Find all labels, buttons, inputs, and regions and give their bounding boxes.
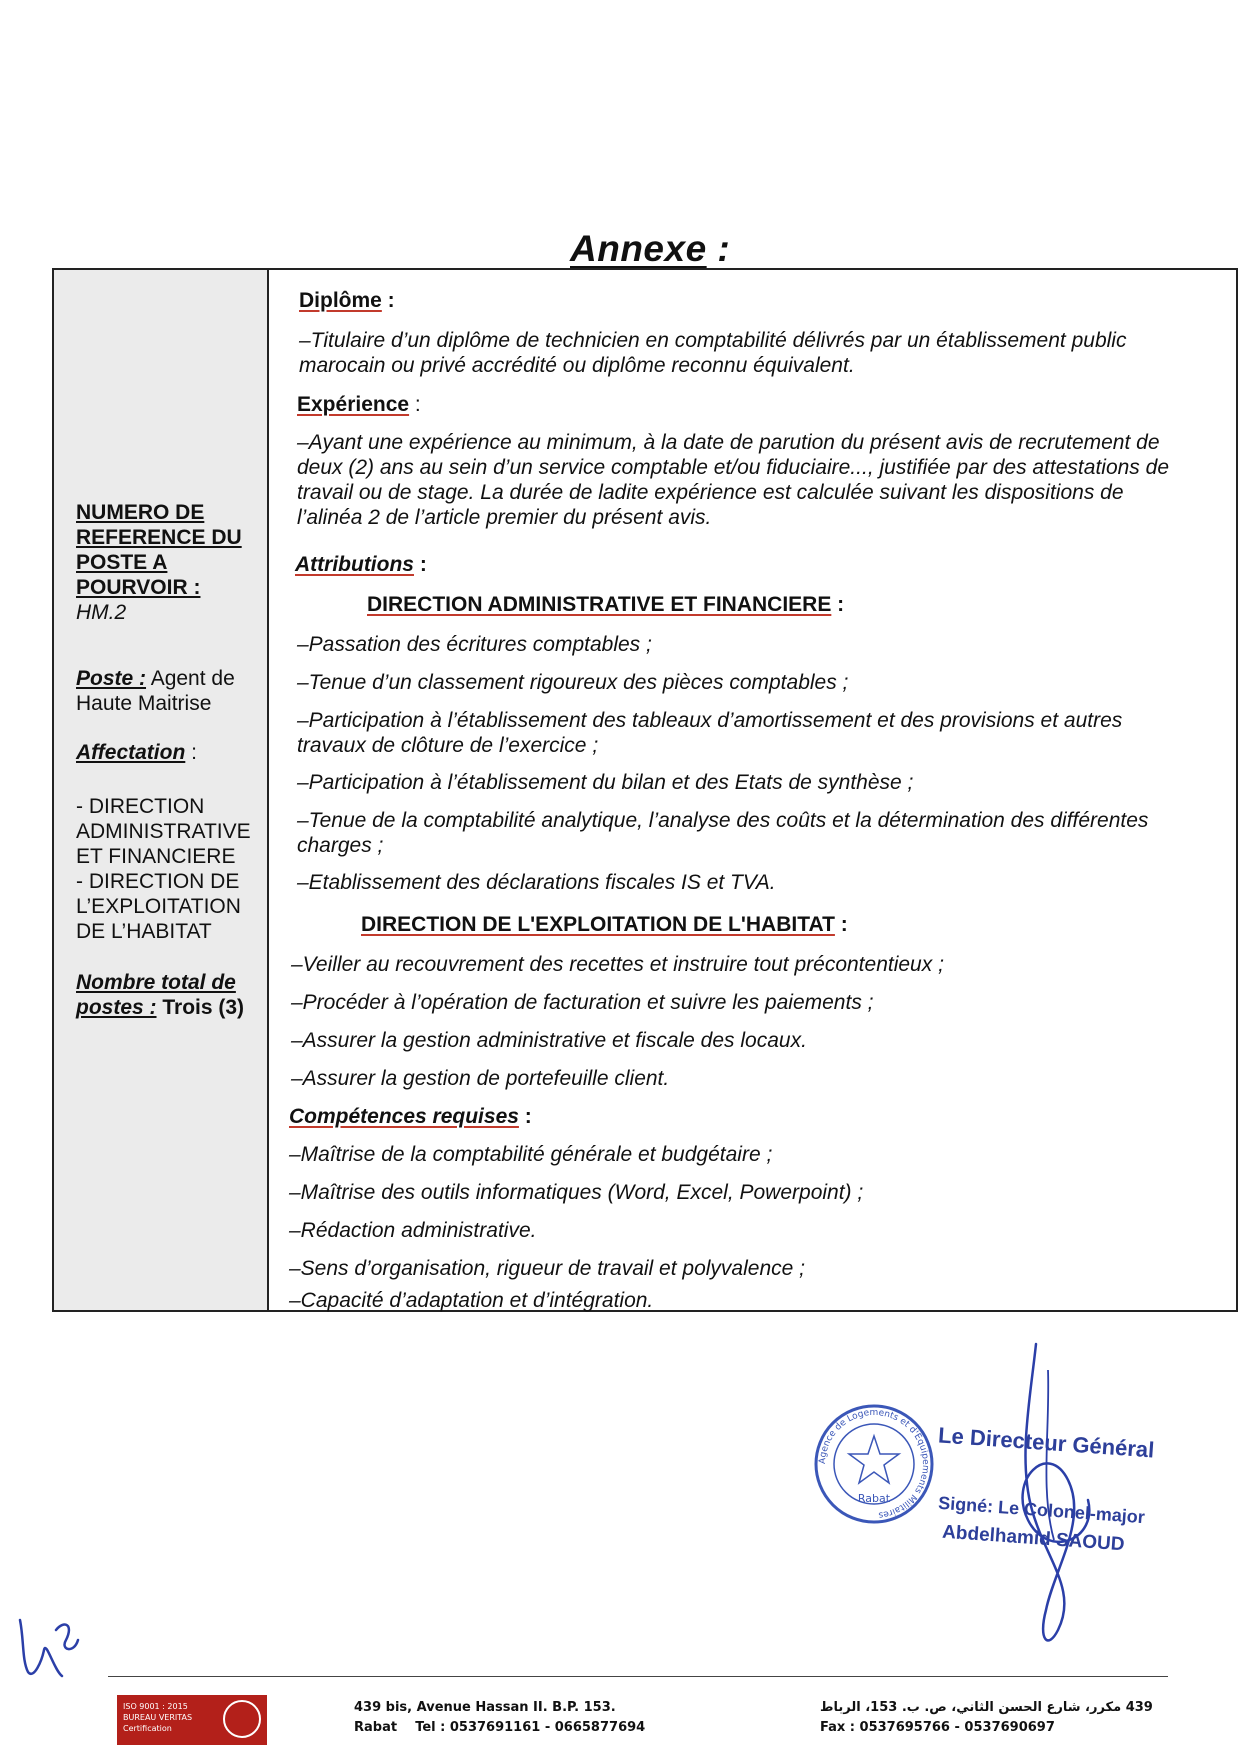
signatory-title: Le Directeur Général bbox=[937, 1422, 1156, 1463]
list-item: –Assurer la gestion de portefeuille client. bbox=[291, 1067, 670, 1090]
list-item: –Rédaction administrative. bbox=[289, 1219, 537, 1242]
list-item: –Capacité d’adaptation et d’intégration. bbox=[289, 1289, 654, 1312]
page-title bbox=[570, 228, 730, 270]
direction-habitat-heading: DIRECTION DE L'EXPLOITATION DE L'HABITAT : bbox=[361, 913, 848, 936]
list-item: –Participation à l’établissement du bilan et des Etats de synthèse ; bbox=[297, 771, 914, 794]
list-item: –Etablissement des déclarations fiscales IS et TVA. bbox=[297, 871, 776, 894]
job-summary-column bbox=[54, 270, 269, 1310]
poste-block bbox=[76, 666, 266, 716]
reference-value: HM.2 bbox=[76, 601, 127, 624]
list-item: –Assurer la gestion administrative et fiscale des locaux. bbox=[291, 1029, 807, 1052]
stamp-outer-text: Agence de Logements et d'Équipements Militaires bbox=[817, 1407, 931, 1520]
affectation-values bbox=[76, 794, 271, 944]
footer-tel: Tel : 0537691161 - 0665877694 bbox=[415, 1720, 646, 1735]
signatory-name: Abdelhamid SAOUD bbox=[941, 1521, 1126, 1556]
competences-heading: Compétences requises : bbox=[289, 1105, 532, 1128]
list-item: –Veiller au recouvrement des recettes et instruire tout précontentieux ; bbox=[291, 953, 944, 976]
footer-address-ar: 439 مكرر، شارع الحسن الثاني، ص. ب. 153، الرباط Fax : 0537695766 - 0537690697 bbox=[820, 1698, 1153, 1738]
reference-label: NUMERO DE REFERENCE DU POSTE A POURVOIR : bbox=[76, 501, 242, 599]
affectation-item: - DIRECTION DE L’EXPLOITATION DE L’HABITAT bbox=[76, 870, 241, 943]
bureau-veritas-logo bbox=[117, 1695, 267, 1745]
footer-address-fr: 439 bis, Avenue Hassan II. B.P. 153. Rabat Tel : 0537691161 - 0665877694 bbox=[354, 1700, 646, 1735]
list-item: –Maîtrise de la comptabilité générale et budgétaire ; bbox=[289, 1143, 773, 1166]
experience-text: –Ayant une expérience au minimum, à la date de parution du présent avis de recrutement de deux (2) ans au sein d’un service comptable et/ou fiduciaire..., justifiée par des attestations de travail ou de stage. La durée de ladite expérience est calculée suivant les dispositions de l’alinéa 2 de l’article premier du présent avis. bbox=[297, 431, 1169, 529]
footer-divider bbox=[108, 1676, 1168, 1677]
diplome-heading: Diplôme : bbox=[299, 289, 395, 312]
list-item: –Procéder à l’opération de facturation et suivre les paiements ; bbox=[291, 991, 874, 1014]
direction-admin-heading: DIRECTION ADMINISTRATIVE ET FINANCIERE : bbox=[367, 593, 845, 616]
list-item: –Passation des écritures comptables ; bbox=[297, 633, 652, 656]
list-item: –Maîtrise des outils informatiques (Word, Excel, Powerpoint) ; bbox=[289, 1181, 864, 1204]
veritas-seal-icon bbox=[223, 1700, 261, 1738]
diplome-text: –Titulaire d’un diplôme de technicien en comptabilité délivrés par un établissement public marocain ou privé accrédité ou diplôme reconnu équivalent. bbox=[299, 329, 1127, 377]
affectation-item: - DIRECTION ADMINISTRATIVE ET FINANCIERE bbox=[76, 795, 251, 868]
experience-heading: Expérience : bbox=[297, 393, 421, 416]
cert-text: ISO 9001 : 2015 BUREAU VERITAS Certification bbox=[123, 1702, 193, 1733]
annex-table bbox=[52, 268, 1238, 1312]
poste-value: Agent de Haute Maitrise bbox=[76, 667, 235, 715]
affectation-label: Affectation : bbox=[76, 741, 197, 764]
footer-fax: Fax : 0537695766 - 0537690697 bbox=[820, 1720, 1055, 1735]
handwritten-signature-icon bbox=[988, 1340, 1108, 1680]
attributions-heading: Attributions : bbox=[295, 553, 427, 576]
initials-icon bbox=[14, 1610, 84, 1690]
list-item: –Sens d’organisation, rigueur de travail et polyvalence ; bbox=[289, 1257, 805, 1280]
reference-block bbox=[76, 500, 266, 625]
signed-by: Signé: Le Colonel-major bbox=[937, 1492, 1146, 1528]
stamp-city: Rabat bbox=[857, 1492, 891, 1505]
nombre-value: Trois (3) bbox=[156, 996, 245, 1019]
official-stamp-icon bbox=[810, 1400, 938, 1528]
title-colon: : bbox=[706, 228, 731, 269]
poste-label: Poste : bbox=[76, 667, 147, 690]
job-details-column bbox=[269, 270, 1236, 1310]
list-item: –Participation à l’établissement des tableaux d’amortissement et des provisions et autres travaux de clôture de l’exercice ; bbox=[297, 709, 1123, 757]
list-item: –Tenue d’un classement rigoureux des pièces comptables ; bbox=[297, 671, 849, 694]
list-item: –Tenue de la comptabilité analytique, l’analyse des coûts et la détermination des différentes charges ; bbox=[297, 809, 1149, 857]
signature-block bbox=[810, 1400, 1156, 1660]
nombre-label: Nombre total de bbox=[76, 971, 236, 994]
title-word: Annexe bbox=[570, 228, 707, 269]
nombre-postes: Nombre total de postes : Trois (3) bbox=[76, 970, 266, 1020]
